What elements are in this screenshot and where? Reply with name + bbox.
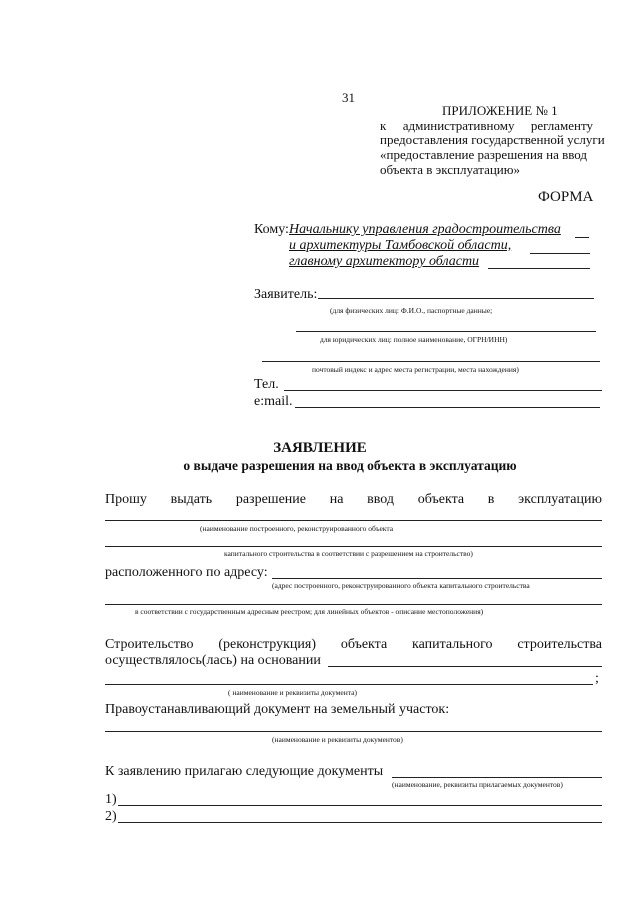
request-word: эксплуатацию: [518, 492, 602, 507]
address-line-1[interactable]: [272, 578, 602, 579]
appendix-word: к: [380, 118, 387, 133]
phone-label: Тел.: [254, 377, 279, 392]
construction-word: строительства: [517, 637, 602, 652]
request-word: выдать: [170, 492, 213, 507]
recipient-label: Кому:: [254, 222, 289, 237]
applicant-field-line-1[interactable]: [318, 298, 594, 299]
construction-word: (реконструкция): [218, 637, 316, 652]
applicant-field-line-2[interactable]: [296, 331, 596, 332]
request-word: в: [487, 492, 495, 507]
recipient-underline-3: [488, 268, 590, 269]
object-name-line-2[interactable]: [105, 546, 602, 547]
appendix-line-4: объекта в эксплуатацию»: [380, 162, 520, 177]
request-line: [105, 492, 602, 508]
recipient-line-2: и архитектуры Тамбовской области,: [289, 238, 512, 253]
appendix-line-2: предоставления государственной услуги: [380, 132, 605, 147]
address-label: расположенного по адресу:: [105, 565, 268, 580]
object-name-line-1[interactable]: [105, 520, 602, 521]
applicant-field-line-3[interactable]: [262, 361, 600, 362]
email-label: e:mail.: [254, 394, 293, 409]
request-hint-1: (наименование построенного, реконструированного объекта: [200, 524, 394, 533]
appendix-word: административному: [402, 118, 515, 133]
request-hint-3: (адрес построенного, реконструированного объекта капитального строительства: [272, 581, 530, 590]
applicant-hint-1: (для физических лиц: Ф.И.О., паспортные данные;: [330, 306, 493, 315]
basis-field-line-1[interactable]: [328, 666, 602, 667]
request-hint-2: капитального строительства в соответствии с разрешением на строительство): [224, 549, 473, 558]
recipient-underline-1: [575, 237, 589, 238]
statement-subtitle: о выдаче разрешения на ввод объекта в эксплуатацию: [183, 458, 517, 473]
construction-hint: ( наименование и реквизиты документа): [228, 688, 357, 697]
recipient-underline-2: [530, 253, 590, 254]
applicant-hint-3: почтовый индекс и адрес места регистрации, места нахождения): [312, 365, 519, 374]
appendix-word: регламенту: [530, 118, 593, 133]
construction-word: объекта: [340, 637, 388, 652]
construction-word: капитального: [412, 637, 493, 652]
attachment-line-1[interactable]: [118, 805, 602, 806]
attachment-item-1: 1): [105, 792, 117, 807]
page-number: 31: [342, 90, 355, 105]
request-word: на: [329, 492, 344, 507]
recipient-line-1: Начальнику управления градостроительства: [289, 222, 561, 237]
appendix-title: ПРИЛОЖЕНИЕ № 1: [442, 103, 558, 118]
applicant-label: Заявитель:: [254, 287, 318, 302]
land-hint: (наименование и реквизиты документов): [272, 735, 403, 744]
recipient-line-3: главному архитектору области: [289, 254, 480, 269]
request-word: ввод: [367, 492, 394, 507]
request-word: разрешение: [235, 492, 306, 507]
form-label: ФОРМА: [538, 189, 594, 205]
construction-line-1: [105, 637, 602, 653]
construction-word: Строительство: [105, 637, 194, 652]
statement-title: ЗАЯВЛЕНИЕ: [273, 440, 367, 456]
request-word: объекта: [417, 492, 465, 507]
appendix-line-3: «предоставление разрешения на ввод: [380, 147, 588, 162]
land-label: Правоустанавливающий документ на земельный участок:: [105, 702, 450, 717]
attachments-hint: (наименование, реквизиты прилагаемых документов): [392, 780, 563, 789]
request-hint-4: в соответствии с государственным адресным реестром; для линейных объектов - описание местоположения): [135, 607, 484, 616]
basis-semicolon: ;: [595, 671, 599, 686]
attachments-label: К заявлению прилагаю следующие документы: [105, 764, 384, 779]
attachment-line-2[interactable]: [118, 822, 602, 823]
applicant-hint-2: для юридических лиц: полное наименование, ОГРН/ИНН): [320, 335, 508, 344]
construction-line-2: осуществлялось(лась) на основании: [105, 653, 321, 668]
attachments-field-line[interactable]: [392, 777, 602, 778]
address-line-2[interactable]: [105, 604, 602, 605]
attachment-item-2: 2): [105, 809, 117, 824]
land-field-line[interactable]: [105, 731, 602, 732]
phone-field-line[interactable]: [284, 390, 602, 391]
email-field-line[interactable]: [295, 407, 600, 408]
request-word: Прошу: [105, 492, 147, 507]
basis-field-line-2[interactable]: [105, 684, 593, 685]
